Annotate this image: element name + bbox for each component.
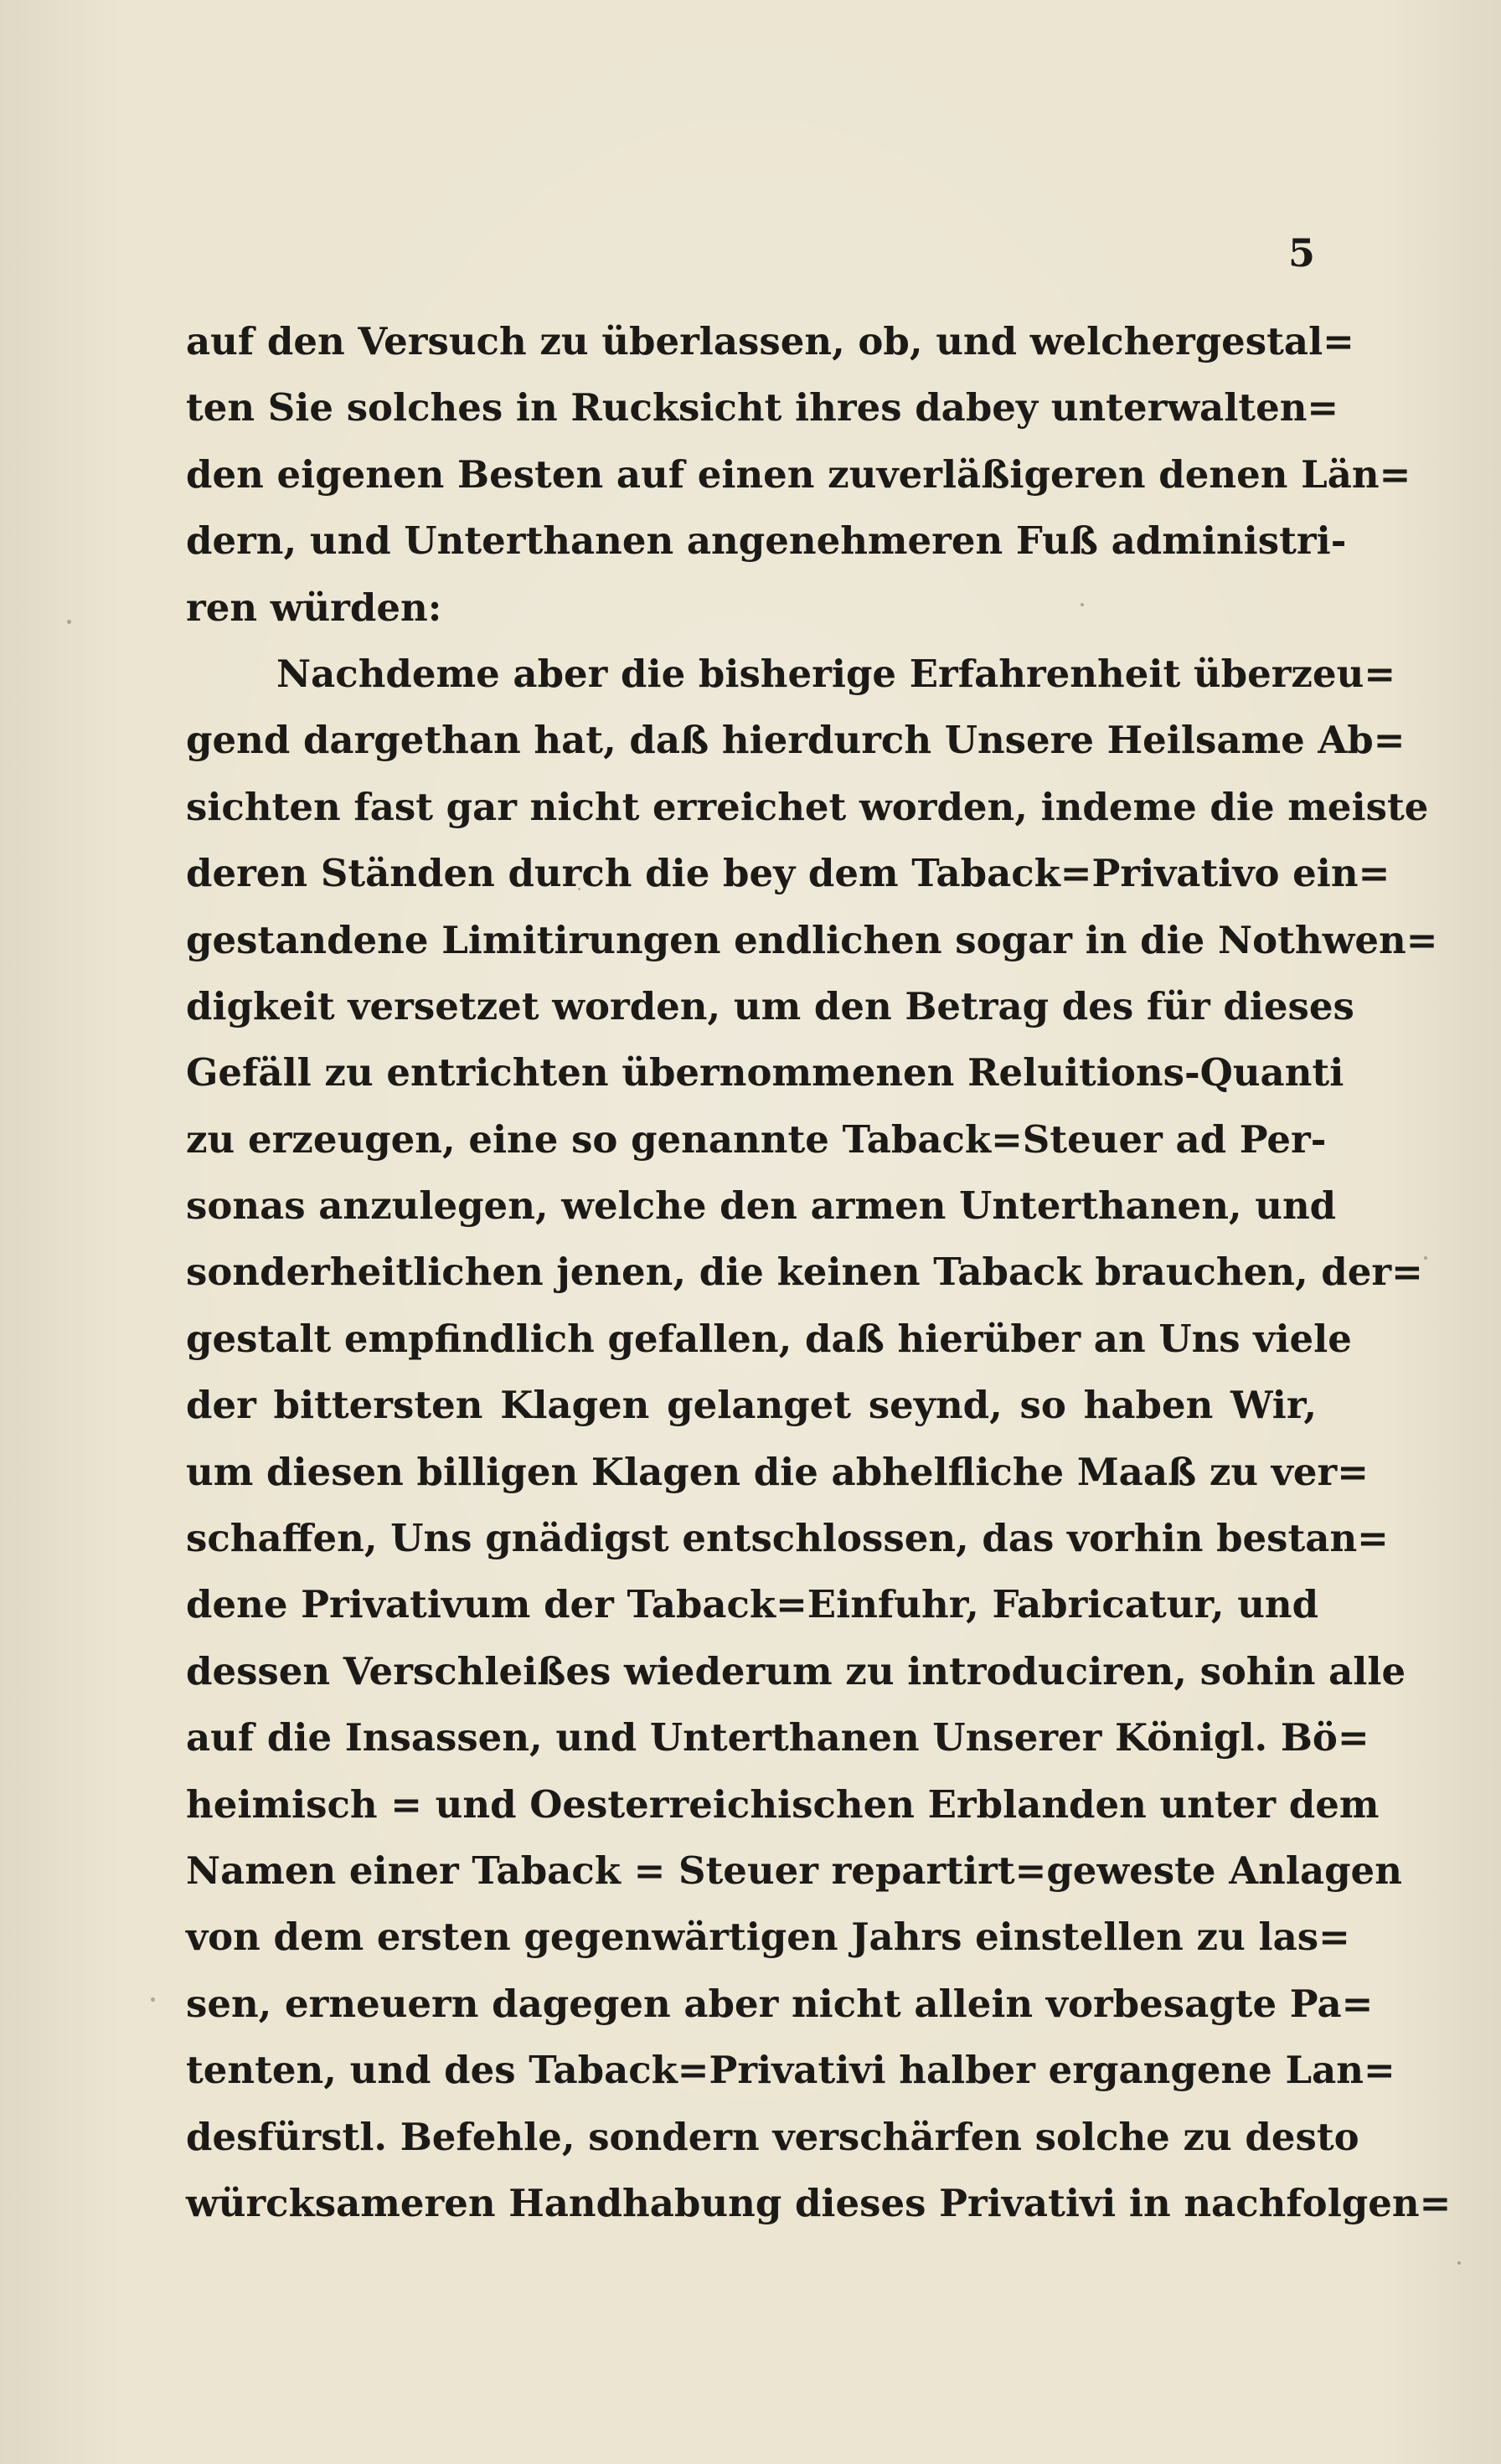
text-line: schaffen, Uns gnädigst entschlossen, das vorhin bestan= — [186, 1516, 1389, 1561]
text-line: Namen einer Taback = Steuer repartirt=geweste Anlagen — [186, 1848, 1402, 1893]
text-line: gend dargethan hat, daß hierdurch Unsere Heilsame Ab= — [186, 718, 1406, 763]
text-line: dessen Verschleißes wiederum zu introduciren, sohin alle — [186, 1648, 1406, 1693]
body-text — [186, 308, 1452, 2236]
text-line: sonderheitlichen jenen, die keinen Taback brauchen, der= — [186, 1250, 1423, 1295]
text-line: sen, erneuern dagegen aber nicht allein vorbesagte Pa= — [186, 1981, 1374, 2026]
text-line: den eigenen Besten auf einen zuverläßigeren denen Län= — [186, 451, 1411, 497]
text-line: sonas anzulegen, welche den armen Unterthanen, und — [186, 1183, 1337, 1229]
text-line: dern, und Unterthanen angenehmeren Fuß administri- — [186, 518, 1347, 564]
text-line: digkeit versetzet worden, um den Betrag des für dieses — [186, 983, 1354, 1028]
text-line: dene Privativum der Taback=Einfuhr, Fabricatur, und — [186, 1582, 1319, 1627]
text-line: sichten fast gar nicht erreichet worden, indeme die meiste — [186, 784, 1429, 829]
text-line: gestalt empfindlich gefallen, daß hierüber an Uns viele — [186, 1316, 1352, 1361]
text-line: desfürstl. Befehle, sondern verschärfen solche zu desto — [186, 2114, 1359, 2159]
text-line: auf den Versuch zu überlassen, ob, und welchergestal= — [186, 319, 1354, 363]
text-line: von dem ersten gegenwärtigen Jahrs einstellen zu las= — [186, 1915, 1350, 1960]
text-line: gestandene Limitirungen endlichen sogar in die Nothwen= — [186, 917, 1438, 962]
text-line: zu erzeugen, eine so genannte Taback=Steuer ad Per- — [186, 1116, 1327, 1162]
text-line: tenten, und des Taback=Privativi halber ergangene Lan= — [186, 2048, 1395, 2093]
text-line: Gefäll zu entrichten übernommenen Reluitions-Quanti — [186, 1050, 1344, 1095]
text-line: ren würden: — [186, 585, 442, 630]
text-line: deren Ständen durch die bey dem Taback=Privativo ein= — [186, 851, 1390, 896]
text-line: um diesen billigen Klagen die abhelfliche Maaß zu ver= — [186, 1449, 1369, 1494]
text-line: ten Sie solches in Rucksicht ihres dabey unterwalten= — [186, 385, 1339, 430]
text-line: würcksameren Handhabung dieses Privativi in nachfolgen= — [186, 2180, 1452, 2225]
text-line: der bittersten Klagen gelanget seynd, so haben Wir, — [186, 1383, 1317, 1428]
text-line: Nachdeme aber die bisherige Erfahrenheit überzeu= — [276, 651, 1396, 696]
text-line: heimisch = und Oesterreichischen Erblanden unter dem — [186, 1781, 1380, 1827]
page-number: 5 — [1287, 230, 1315, 276]
text-line: auf die Insassen, und Unterthanen Unserer Königl. Bö= — [186, 1715, 1369, 1760]
